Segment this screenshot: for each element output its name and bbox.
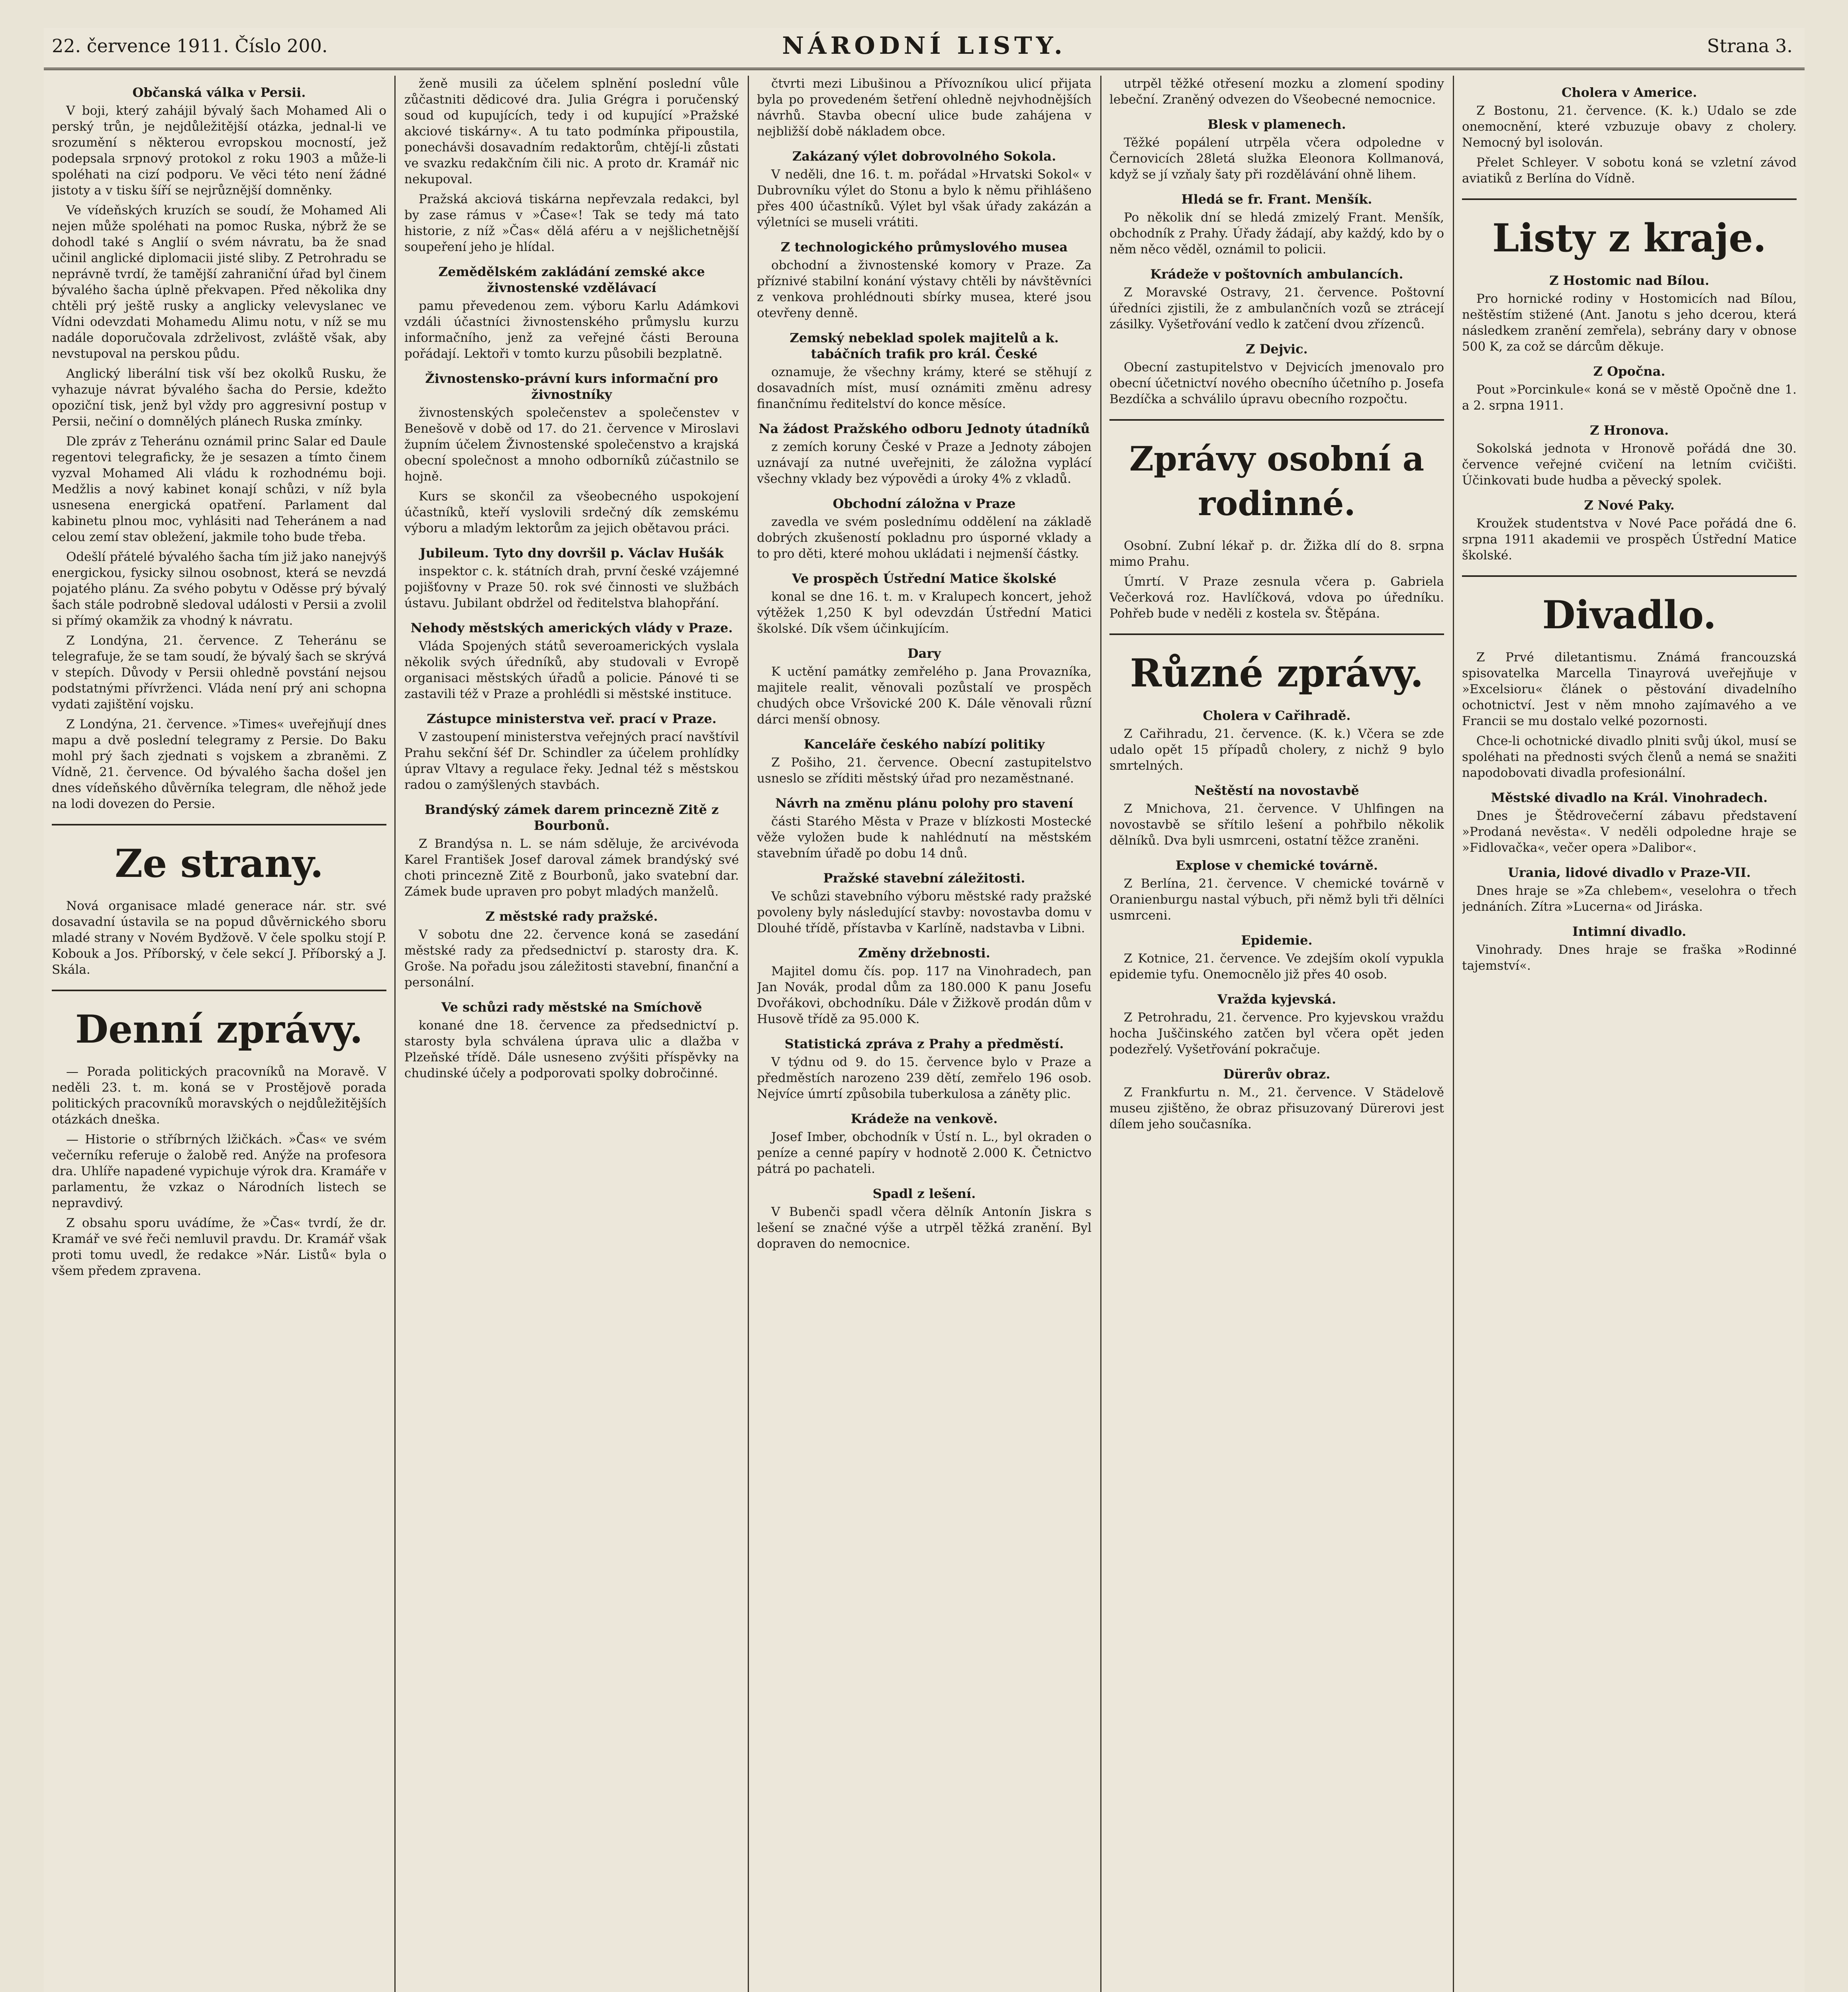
article-paragraph: Ve schůzi stavebního výboru městské rady pražské povoleny byly následující stavby: novostavba domu v Dlouhé třídě, přístavba v Karlíně, nadstavba v Libni.: [757, 889, 1092, 935]
article-heading: Intimní divadlo.: [1572, 924, 1686, 939]
article-heading: Z Hronova.: [1589, 423, 1669, 438]
article-paragraph: Chce-li ochotnické divadlo plniti svůj úkol, musí se spoléhati na přednosti svých členů a nemá se snažiti napodobovati divadla profesionální.: [1462, 734, 1797, 780]
article-paragraph: zavedla ve svém poslednímu oddělení na základě dobrých zkušeností pokladnu pro úsporné vklady a to pro děti, které mohou ukládati i nejmenší částky.: [757, 515, 1092, 561]
article-paragraph: Po několik dní se hledá zmizelý Frant. Menšík, obchodník z Prahy. Úřady žádají, aby každý, kdo by o něm něco věděl, oznámil to policii.: [1109, 210, 1444, 257]
article-paragraph: Z Pošiho, 21. července. Obecní zastupitelstvo usneslo se zříditi městský úřad pro nezaměstnané.: [757, 755, 1092, 786]
article-paragraph: Odešlí přátelé bývalého šacha tím již jako nanejvýš energickou, fysicky silnou osobnost, která se nevzdá pojatého plánu. Za svého pobytu v Oděsse prý bývalý šach stále podrobně sledoval události v Persii a zvolil si přímý okamžik za vhodný k návratu.: [52, 550, 386, 628]
article-paragraph: Z obsahu sporu uvádíme, že »Čas« tvrdí, že dr. Kramář ve své řeči nemluvil pravdu. Dr. Kramář však proti tomu uvedl, že redakce »Nár. Listů« byla o všem předem zpravena.: [52, 1216, 386, 1278]
article-heading: Z Nové Paky.: [1584, 498, 1675, 513]
article-heading: Cholera v Cařihradě.: [1203, 708, 1351, 723]
article-paragraph: Pout »Porcinkule« koná se v městě Opočně dne 1. a 2. srpna 1911.: [1462, 382, 1797, 413]
article-heading: Pražské stavební záležitosti.: [823, 871, 1025, 886]
article-paragraph: Pražská akciová tiskárna nepřevzala redakci, byl by zase rámus v »Čase«! Tak se tedy má tato historie, z níž »Čas« dělá aféru a v nejšlichetnější soupeření jeho je hlídal.: [404, 192, 739, 254]
article-heading: Brandýský zámek darem princezně Zitě z Bourbonů.: [425, 802, 719, 833]
section-title-divadlo: Divadlo.: [1542, 592, 1717, 637]
article-heading: Zemský nebeklad spolek majitelů a k. tabáčních trafik pro král. České: [790, 330, 1059, 361]
article-heading: Živnostensko-právní kurs informační pro živnostníky: [425, 371, 718, 402]
section-divider: [52, 990, 386, 991]
article-heading: Z Dejvic.: [1246, 341, 1308, 357]
article-paragraph: V Bubenči spadl včera dělník Antonín Jiskra s lešení se značné výše a utrpěl těžká zranění. Byl dopraven do nemocnice.: [757, 1205, 1092, 1251]
column-rule: [1100, 76, 1101, 1992]
article-paragraph: K uctění památky zemřelého p. Jana Provazníka, majitele realit, věnovali pozůstalí ve prospěch chudých obce Vršovické 200 K. Dále věnovali různí dárci menší obnosy.: [757, 665, 1092, 727]
article-heading: Kanceláře českého nabízí politiky: [803, 737, 1045, 752]
column-1: [52, 76, 386, 1992]
article-paragraph: Nová organisace mladé generace nár. str. své dosavadní ústavila se na popud důvěrnického sboru mladé strany v Novém Bydžově. V čele spolku stojí P. Kobouk a Jos. Příborský, v čele sekcí J. Příborský a J. Skála.: [52, 899, 386, 977]
article-heading: Statistická zpráva z Prahy a předměstí.: [784, 1036, 1064, 1051]
article-paragraph: oznamuje, že všechny krámy, které se stěhují z dosavadních míst, musí oznámiti změnu adresy finančnímu ředitelství do konce měsíce.: [757, 365, 1092, 411]
article-heading: Na žádost Pražského odboru Jednoty útadníků: [758, 421, 1090, 436]
article-paragraph: Ve vídeňských kruzích se soudí, že Mohamed Ali nejen může spoléhati na pomoc Ruska, nýbrž že se dohodl také s Anglií o svém návratu, ba že snad učinil anglické diplomacii jisté sliby. Z Petrohradu se neprávně tvrdí, že tamější zahraniční úřad byl činem bývalého šacha úplně překvapen. Před několika dny chtěli prý ještě rusky a anglicky velevyslanec ve Vídni odevzdati Mohamedu Alimu notu, v níž se mu nadále doporučovala zdrželivost, zvláště však, aby nevstupoval na perskou půdu.: [52, 203, 386, 361]
article-paragraph: pamu převedenou zem. výboru Karlu Adámkovi vzdáli účastníci živnostenského průmyslu kurzu informačního, jenž za veřejné části Berouna pořádají. Lektoři v tomto kurzu působili bezplatně.: [404, 299, 739, 361]
article-paragraph: části Starého Města v Praze v blízkosti Mostecké věže vyložen bude k nahlédnutí na městském stavebním úřadě po dobu 14 dnů.: [757, 814, 1092, 861]
article-paragraph: Dle zpráv z Teheránu oznámil princ Salar ed Daule regentovi telegraficky, že je sesazen a tímto činem vyzval Mohamed Ali vládu k rozhodnému boji. Medžlis a nový kabinet konají schůzi, v níž byla usnesena energická opatření. Parlament dal kabinetu plnou moc, vyhlásiti nad Teheránem a nad celou zemí stav obležení, jakmile toho bude třeba.: [52, 434, 386, 544]
column-5: [1462, 76, 1797, 1992]
column-rule: [748, 76, 749, 1992]
article-paragraph: utrpěl těžké otřesení mozku a zlomení spodiny lebeční. Zraněný odvezen do Všeobecné nemocnice.: [1109, 76, 1444, 107]
article-heading: Dürerův obraz.: [1223, 1067, 1331, 1082]
section-divider: [1109, 633, 1444, 635]
article-heading: Obchodní záložna v Praze: [833, 496, 1016, 511]
article-paragraph: Z Berlína, 21. července. V chemické továrně v Oranienburgu nastal výbuch, při němž byli tři dělníci usmrceni.: [1109, 876, 1444, 923]
article-paragraph: Josef Imber, obchodník v Ústí n. L., byl okraden o peníze a cenné papíry v hodnotě 2.000 K. Četnictvo pátrá po pachateli.: [757, 1130, 1092, 1176]
column-3: [757, 76, 1092, 1992]
article-paragraph: V zastoupení ministerstva veřejných prací navštívil Prahu sekční šéf Dr. Schindler za účelem prohlídky úprav Vltavy a regulace řeky. Jednal též s městskou radou o zamýšlených stavbách.: [404, 730, 739, 792]
article-heading: Krádeže v poštovních ambulancích.: [1150, 267, 1403, 282]
article-paragraph: Z Londýna, 21. července. Z Teheránu se telegrafuje, že se tam soudí, že bývalý šach se skrývá v stepích. Důvody v Persii ohledně povstání nejsou podstatnými přívrženci. Vláda není prý ani schopna vydati zajištění vojsku.: [52, 633, 386, 712]
article-paragraph: Dnes hraje se »Za chlebem«, veselohra o třech jednáních. Zítra »Lucerna« od Jiráska.: [1462, 884, 1797, 914]
newspaper-page: [44, 28, 1805, 1992]
article-heading: Epidemie.: [1241, 933, 1313, 948]
article-heading: Spadl z lešení.: [872, 1186, 976, 1201]
article-paragraph: Z Petrohradu, 21. července. Pro kyjevskou vraždu hocha Juščinského zatčen byl včera opět jeden podezřelý. Vyšetřování pokračuje.: [1109, 1010, 1444, 1057]
article-heading: Z Opočna.: [1593, 364, 1666, 379]
article-heading: Krádeže na venkově.: [851, 1111, 998, 1126]
article-paragraph: V týdnu od 9. do 15. července bylo v Praze a předměstích narozeno 239 dětí, zemřelo 196 osob. Nejvíce úmrtí způsobila tuberkulosa a záněty plic.: [757, 1055, 1092, 1101]
article-paragraph: V sobotu dne 22. července koná se zasedání městské rady za předsednictví p. starosty dra. K. Groše. Na pořadu jsou záležitosti stavební, finanční a personální.: [404, 927, 739, 990]
article-paragraph: V neděli, dne 16. t. m. pořádal »Hrvatski Sokol« v Dubrovníku výlet do Stonu a bylo k němu přihlášeno přes 400 účastníků. Výlet byl však úřady zakázán a výletníci se museli vrátiti.: [757, 167, 1092, 229]
article-heading: Městské divadlo na Král. Vinohradech.: [1491, 790, 1768, 805]
article-paragraph: Z Moravské Ostravy, 21. července. Poštovní úředníci zjistili, že z ambulančních vozů se ztrácejí zásilky. Vyšetřování vedlo k zatčení dvou zřízenců.: [1109, 285, 1444, 331]
section-divider: [1462, 575, 1797, 577]
article-heading: Urania, lidové divadlo v Praze-VII.: [1508, 865, 1751, 880]
section-title-denni-zpravy: Denní zprávy.: [75, 1007, 363, 1052]
article-heading: Zástupce ministerstva veř. prací v Praze.: [427, 711, 717, 726]
article-paragraph: čtvrti mezi Libušinou a Přívozníkou ulicí přijata byla po provedeném šetření ohledně nejvhodnějších návrhů. Stavba obecní ulice bude zahájena v nejbližší době nákladem obce.: [757, 76, 1092, 139]
article-heading: Z Hostomic nad Bílou.: [1549, 273, 1709, 288]
column-rule: [394, 76, 396, 1992]
article-paragraph: inspektor c. k. státních drah, první české vzájemné pojišťovny v Praze 50. rok své činnosti ve službách ústavu. Jubilant obdržel od ředitelstva blahopřání.: [404, 564, 739, 610]
article-heading: Jubileum. Tyto dny dovršil p. Václav Hušák: [419, 545, 724, 561]
article-paragraph: Dnes je Štědrovečerní zábavu představení »Prodaná nevěsta«. V neděli odpoledne hraje se »Fidlovačka«, večer opera »Dalibor«.: [1462, 809, 1797, 855]
issue-date: 22. července 1911. Číslo 200.: [52, 35, 328, 57]
article-paragraph: Pro hornické rodiny v Hostomicích nad Bílou, neštěstím stižené (Ant. Janotu s jeho dcerou, která následkem zranění zemřela), sebrány dary v obnose 500 K, za což se dárcům děkuje.: [1462, 292, 1797, 354]
article-paragraph: Kroužek studentstva v Nové Pace pořádá dne 6. srpna 1911 akademii ve prospěch Ústřední Matice školské.: [1462, 516, 1797, 563]
article-paragraph: V boji, který zahájil bývalý šach Mohamed Ali o perský trůn, je nejdůležitější otázka, jednal-li ve srozumění s některou evropskou mocností, jež podepsala srpnový protokol z roku 1903 a může-li spoléhati na cizí podporu. Ve věci této není žádné jistoty a v tisku šíří se nejrůznější domněnky.: [52, 104, 386, 198]
article-paragraph: Z Mnichova, 21. července. V Uhlfingen na novostavbě se sřítilo lešení a pohřbilo několik dělníků. Dva byli usmrceni, ostatní těžce zraněni.: [1109, 802, 1444, 848]
article-heading: Z technologického průmyslového musea: [780, 239, 1068, 255]
article-paragraph: Vláda Spojených států severoamerických vyslala několik svých úředníků, aby studovali v Evropě organisaci městských úřadů a policie. Pánové ti se zastavili též v Praze a prohlédli si městské instituce.: [404, 639, 739, 701]
article-paragraph: — Porada politických pracovníků na Moravě. V neděli 23. t. m. koná se v Prostějově porada politických pracovníků moravských o nejdůležitějších otázkách dneška.: [52, 1065, 386, 1127]
article-paragraph: Z Prvé diletantismu. Známá francouzská spisovatelka Marcella Tinayrová uveřejňuje v »Excelsioru« článek o pěstování divadelního ochotnictví. Jest v něm mnoho zajímavého a ve Francii se mu dostalo velké pozornosti.: [1462, 650, 1797, 728]
article-heading: Vražda kyjevská.: [1217, 992, 1337, 1007]
article-heading: Blesk v plamenech.: [1207, 117, 1346, 132]
article-heading: Dary: [907, 646, 941, 661]
masthead-title: NÁRODNÍ LISTY.: [782, 32, 1066, 60]
article-paragraph: Majitel domu čís. pop. 117 na Vinohradech, pan Jan Novák, prodal dům za 180.000 K panu Josefu Dvořákovi, obchodníku. Dále v Žižkově prodán dům v Husově třídě za 95.000 K.: [757, 964, 1092, 1026]
article-paragraph: Těžké popálení utrpěla včera odpoledne v Černovicích 28letá služka Eleonora Kollmanová, když se jí vzňaly šaty při rozdělávání ohně lihem.: [1109, 135, 1444, 182]
article-paragraph: živnostenských společenstev a společenstev v Benešově v době od 17. do 21. července v Miroslavi župním účelem Živnostenské společenstvo a krajská obecní společnost a mnoho odborníků zúčastnilo se hojně.: [404, 406, 739, 484]
article-heading: Explose v chemické továrně.: [1176, 858, 1378, 873]
article-paragraph: — Historie o stříbrných lžičkách. »Čas« ve svém večerníku referuje o žalobě red. Anýže na profesora dra. Uhlíře napadené vypichuje výrok dra. Kramáře v parlamentu, že vzkaz o Národních listech se nepravdivý.: [52, 1132, 386, 1210]
article-paragraph: obchodní a živnostenské komory v Praze. Za příznivé stabilní konání výstavy chtěli by návštěvníci z venkova prohlédnouti sbírky musea, které jsou otevřeny denně.: [757, 258, 1092, 320]
article-heading: Zakázaný výlet dobrovolného Sokola.: [792, 149, 1056, 164]
article-heading: Ve schůzi rady městské na Smíchově: [441, 1000, 702, 1015]
section-divider: [1462, 198, 1797, 200]
article-heading: Z městské rady pražské.: [485, 909, 658, 924]
article-heading: Nehody městských amerických vlády v Praze.: [410, 620, 733, 635]
article-heading: Cholera v Americe.: [1561, 85, 1697, 100]
article-paragraph: Vinohrady. Dnes hraje se fraška »Rodinné tajemství«.: [1462, 943, 1797, 973]
article-paragraph: Z Kotnice, 21. července. Ve zdejším okolí vypukla epidemie tyfu. Onemocnělo již přes 40 osob.: [1109, 951, 1444, 982]
section-title-zpravy-osobni: Zprávy osobní a rodinné.: [1129, 439, 1425, 523]
article-paragraph: Z Brandýsa n. L. se nám sděluje, že arcivévoda Karel František Josef daroval zámek brandýský své choti princezně Zitě z Bourbonů, jako svatební dar. Zámek bude upraven pro pobyt mladých manželů.: [404, 837, 739, 899]
section-divider: [52, 824, 386, 825]
page-header: [44, 28, 1805, 70]
article-paragraph: Kurs se skončil za všeobecného uspokojení účastníků, kteří vyslovili srdečný dík zemskému výboru a mladým lektorům za jejich obětavou práci.: [404, 489, 739, 535]
article-paragraph: Z Bostonu, 21. července. (K. k.) Udalo se zde onemocnění, které vzbuzuje obavy z cholery. Nemocný byl isolován.: [1462, 104, 1797, 150]
column-2: [404, 76, 739, 1992]
section-title-ze-strany: Ze strany.: [115, 841, 323, 886]
article-heading: Změny držebnosti.: [858, 945, 990, 961]
article-heading: Zemědělském zakládání zemské akce živnostenské vzdělávací: [438, 264, 705, 295]
article-paragraph: konal se dne 16. t. m. v Kralupech koncert, jehož výtěžek 1,250 K byl odevzdán Ústřední Matici školské. Dík všem účinkujícím.: [757, 590, 1092, 636]
article-heading: Neštěstí na novostavbě: [1194, 783, 1359, 798]
section-divider: [1109, 419, 1444, 421]
article-paragraph: Anglický liberální tisk vší bez okolků Rusku, že vyhazuje návrat bývalého šacha do Persie, kdežto opoziční tisk, jenž byl vždy pro aggresivní postup v Persii, nečiní o domnělých plánech Ruska zmínky.: [52, 367, 386, 429]
article-paragraph: Osobní. Zubní lékař p. dr. Žižka dlí do 8. srpna mimo Prahu.: [1109, 539, 1444, 569]
article-paragraph: konané dne 18. července za předsednictví p. starosty byla schválena úprava ulic a dlažba v Plzeňské třídě. Dále usneseno zvýšiti příspěvky na chudinské účely a podporovati spolky dobročinné.: [404, 1018, 739, 1080]
article-paragraph: Úmrtí. V Praze zesnula včera p. Gabriela Večerková roz. Havlíčková, vdova po úředníku. Pohřeb bude v neděli z kostela sv. Štěpána.: [1109, 574, 1444, 621]
article-paragraph: Z Londýna, 21. července. »Times« uveřejňují dnes mapu a dvě poslední telegramy z Persie. Do Baku mohl prý šach zjednati s vojskem a zbraněmi. Z Vídně, 21. července. Od bývalého šacha došel jen dnes vídeňského důvěrníka telegram, dle něhož jede na lodi dovezen do Persie.: [52, 717, 386, 811]
article-paragraph: Přelet Schleyer. V sobotu koná se vzletní závod aviatiků z Berlína do Vídně.: [1462, 155, 1797, 186]
article-heading: Občanská válka v Persii.: [132, 85, 306, 100]
section-title-ruzne-zpravy: Různé zprávy.: [1130, 651, 1424, 696]
article-heading: Hledá se fr. Frant. Menšík.: [1181, 192, 1372, 207]
page-number: Strana 3.: [1707, 35, 1793, 57]
article-paragraph: Z Cařihradu, 21. července. (K. k.) Včera se zde udalo opět 15 případů cholery, z nichž 9 bylo smrtelných.: [1109, 727, 1444, 773]
column-rule: [1453, 76, 1454, 1992]
column-4: [1109, 76, 1444, 1992]
article-paragraph: Z Frankfurtu n. M., 21. července. V Städelově museu zjištěno, že obraz přisuzovaný Dürerovi jest dílem jeho současníka.: [1109, 1085, 1444, 1131]
article-paragraph: z zemích koruny České v Praze a Jednoty zábojen uznávají za nutné uveřejniti, že záložna vyplácí všechny vklady bez výpovědi a úroky 4% z vkladů.: [757, 440, 1092, 486]
section-title-listy-z-kraje: Listy z kraje.: [1492, 216, 1767, 261]
article-paragraph: Sokolská jednota v Hronově pořádá dne 30. července veřejné cvičení na letním cvičišti. Účinkovati bude hudba a pěvecký spolek.: [1462, 441, 1797, 488]
article-heading: Ve prospěch Ústřední Matice školské: [792, 571, 1056, 586]
article-heading: Návrh na změnu plánu polohy pro stavení: [775, 796, 1073, 811]
article-paragraph: Obecní zastupitelstvo v Dejvicích jmenovalo pro obecní účetnictví nového obecního účetního p. Josefa Bezdíčka a schválilo úpravu obecního rozpočtu.: [1109, 360, 1444, 406]
article-paragraph: ženě musili za účelem splnění poslední vůle zůčastniti dědicové dra. Julia Grégra i poručenský soud od kupujících, tedy i od kupující »Pražské akciové tiskárny«. A tu tato podmínka připoustila, ponechávši dosavadním redaktorům, chtějí-li zůstati ve svazku redakčním čili nic. A proto dr. Kramář nic nekupoval.: [404, 76, 739, 186]
